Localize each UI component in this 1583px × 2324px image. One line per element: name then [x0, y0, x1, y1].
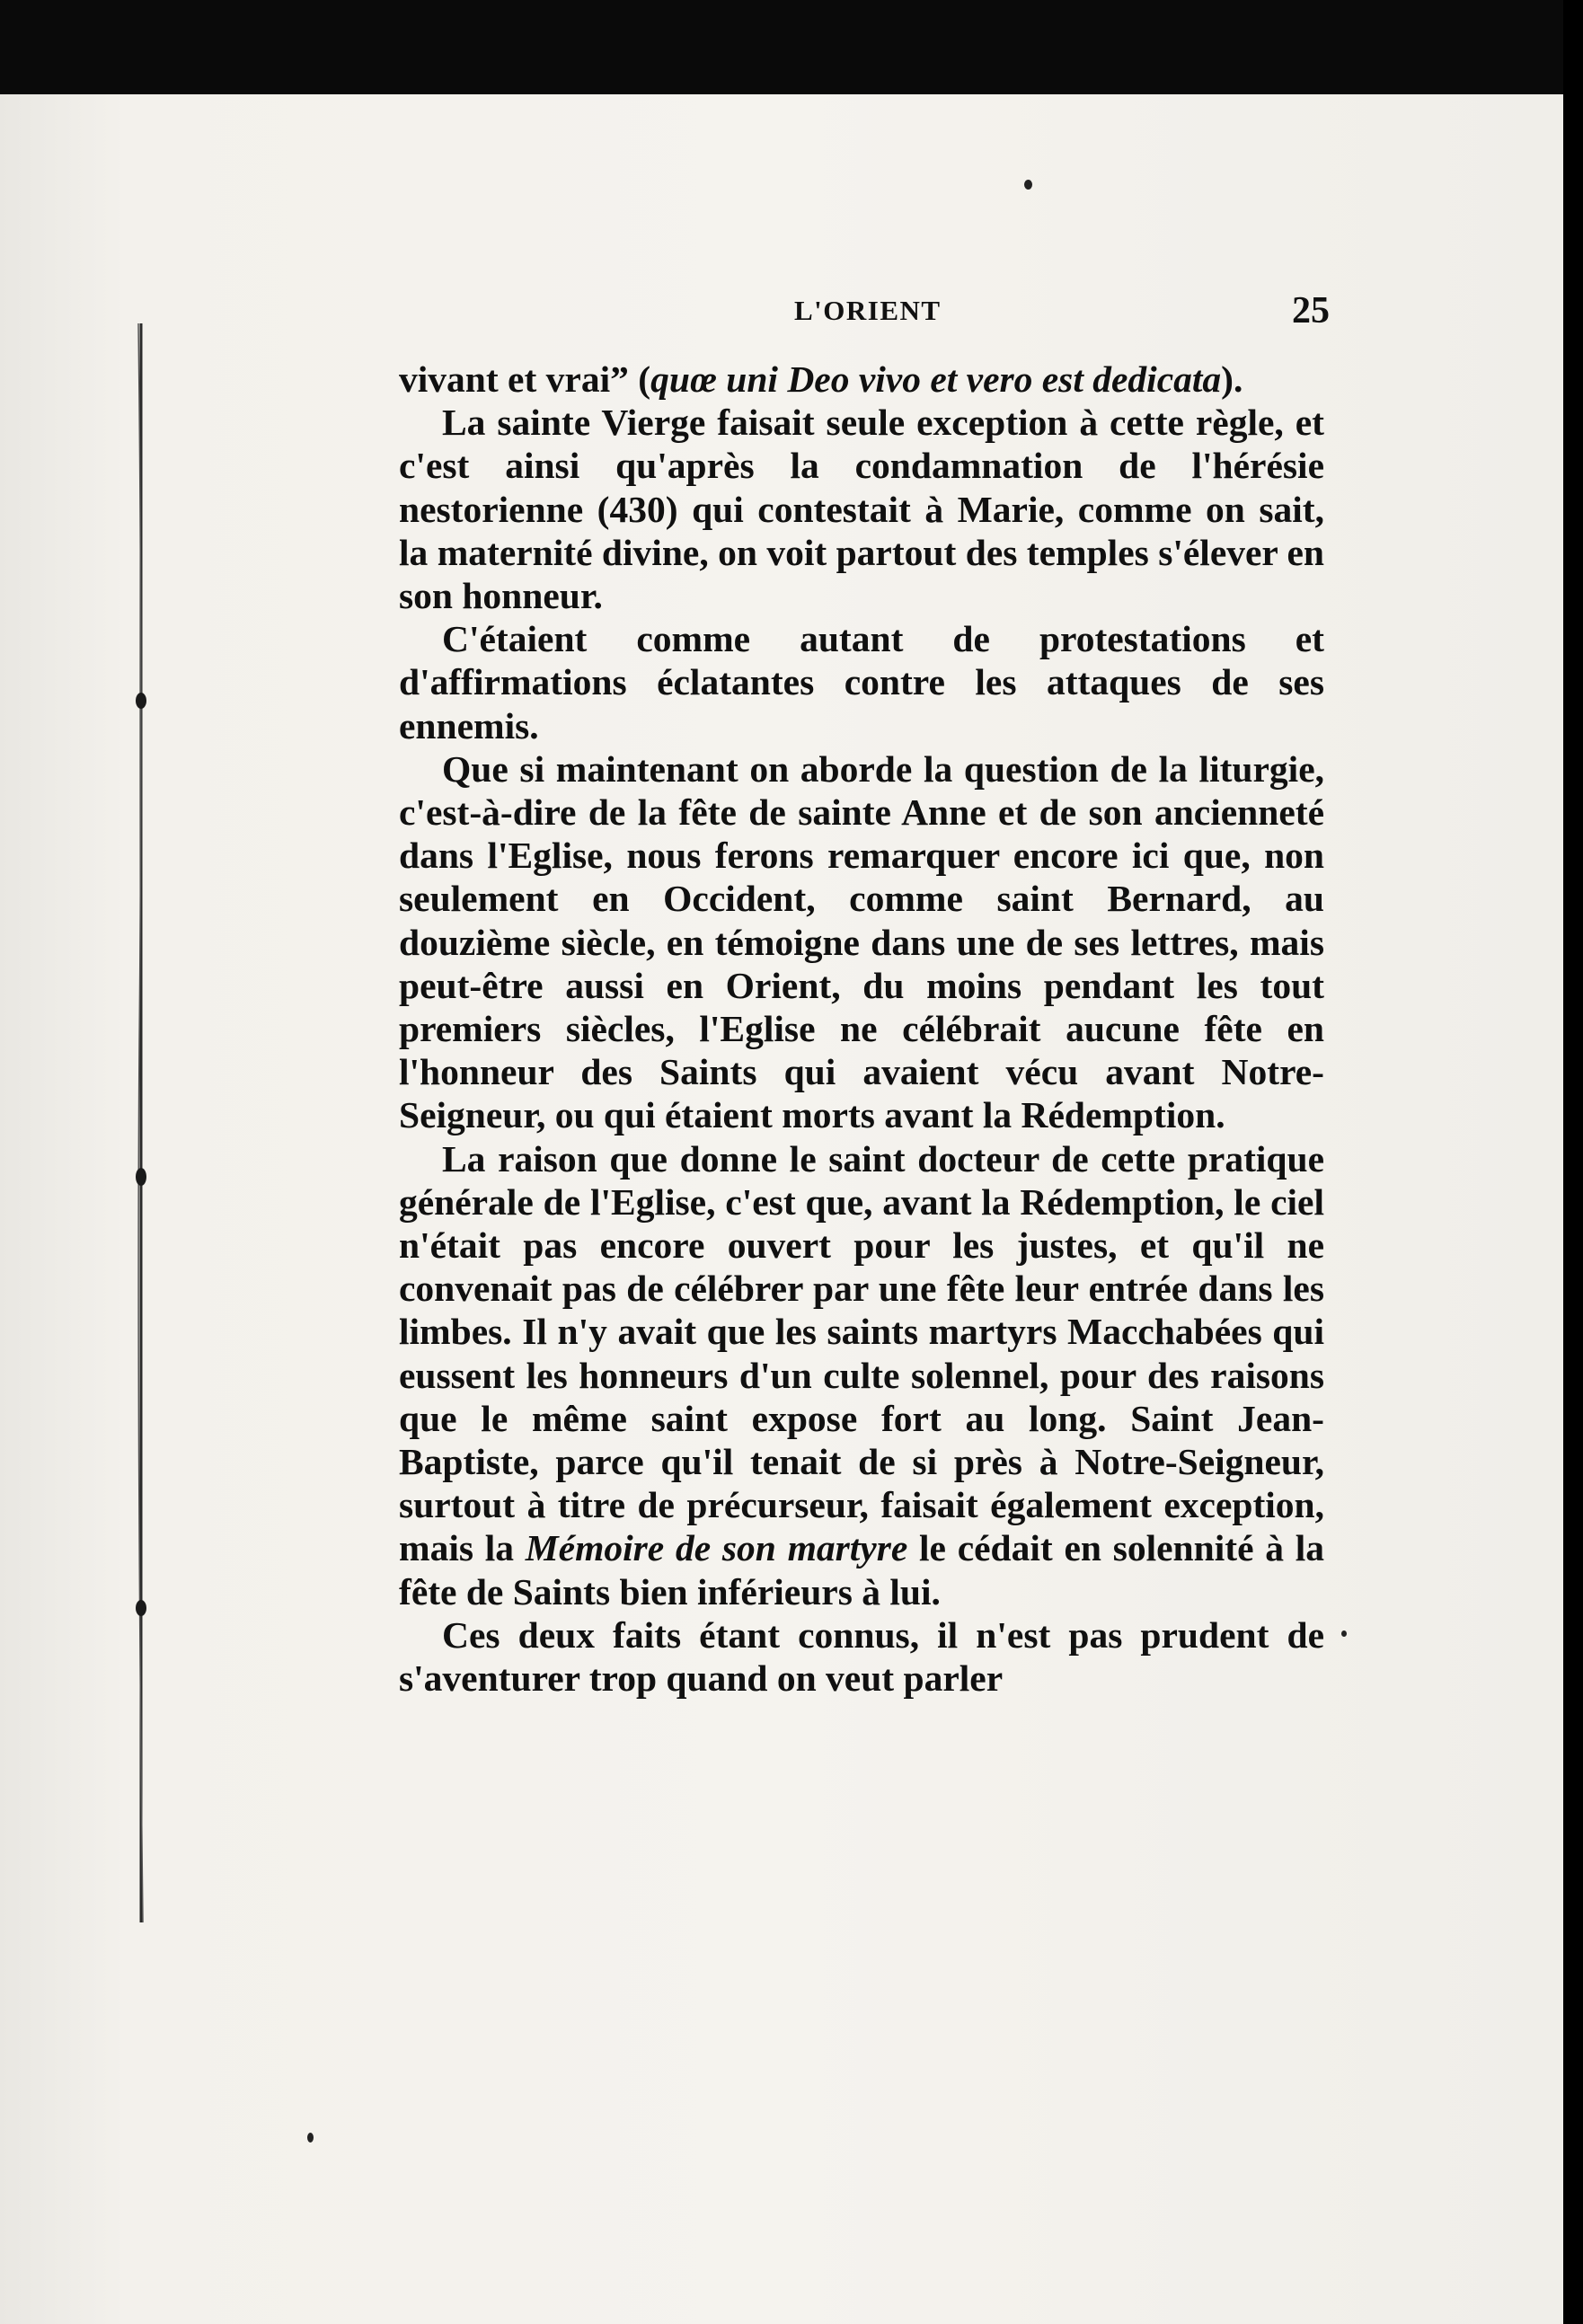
paragraph-text: La raison que donne le saint docteur de cette pratique générale de l'Eglise, c'est que, avant la Rédemption, le ciel n'était pas encore ouvert pour les justes, et qu'il ne convenait pas de célébrer par une fête leur entrée dans les limbes. Il n'y avait que les saints martyrs Macchabées qui eussent les honneurs d'un culte solennel, pour des raisons que le même saint expose fort au long. Saint Jean-Baptiste, parce qu'il tenait de si près à Notre-Seigneur, surtout à titre de précurseur, faisait également exception, mais la	[399, 1137, 1324, 1569]
paragraph-text: vivant et vrai” (	[399, 358, 651, 400]
scan-speck	[307, 2133, 314, 2143]
paragraph-text: le cédait en solennité à la fête de Saints bien inférieurs à lui.	[399, 1527, 1324, 1613]
scan-speck	[1341, 1630, 1347, 1637]
page-header	[395, 289, 1330, 343]
paragraph: La sainte Vierge faisait seule exception à cette règle, et c'est ainsi qu'après la condamnation de l'hérésie nestorienne (430) qui contestait à Marie, comme on sait, la maternité divine, on voit partout des temples s'élever en son honneur.	[399, 402, 1324, 617]
paragraph: Ces deux faits étant connus, il n'est pas prudent de s'aventurer trop quand on veut parler	[399, 1613, 1324, 1700]
scan-top-border	[0, 0, 1583, 94]
scan-speck	[1024, 180, 1032, 190]
scan-right-border	[1563, 0, 1583, 2324]
latin-quote: quœ uni Deo vivo et vero est dedicata	[650, 358, 1222, 400]
paragraph	[399, 1137, 1324, 1613]
page-number: 25	[1292, 290, 1330, 331]
italic-title: Mémoire de son martyre	[525, 1527, 908, 1569]
paragraph: C'étaient comme autant de protestations et d'affirmations éclatantes contre les attaques de ses ennemis.	[399, 618, 1324, 747]
paragraph	[399, 358, 1324, 401]
binding-thread	[135, 323, 147, 1922]
body-text	[399, 358, 1324, 1700]
paragraph-text: ).	[1221, 358, 1243, 400]
running-head: L'ORIENT	[794, 295, 942, 326]
paragraph: Que si maintenant on aborde la question de la liturgie, c'est-à-dire de la fête de sainte Anne et de son ancienneté dans l'Eglise, nous ferons remarquer encore ici que, non seulement en Occident, comme saint Bernard, au douzième siècle, en témoigne dans une de ses lettres, mais peut-être aussi en Orient, du moins pendant les tout premiers siècles, l'Eglise ne célébrait aucune fête en l'honneur des Saints qui avaient vécu avant Notre-Seigneur, ou qui étaient morts avant la Rédemption.	[399, 747, 1324, 1136]
